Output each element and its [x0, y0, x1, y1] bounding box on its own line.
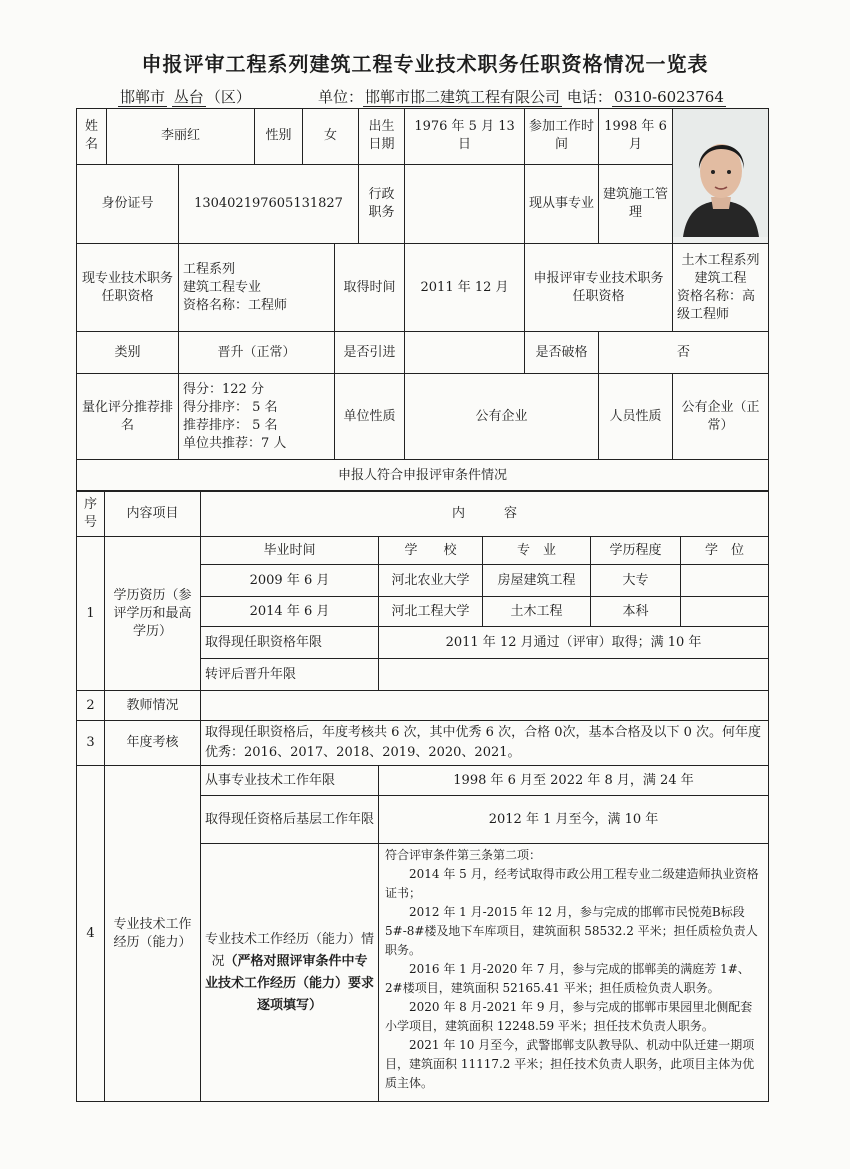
birth-value: 1976 年 5 月 13 日: [405, 109, 525, 165]
work-years-label: 从事专业技术工作年限: [201, 766, 379, 796]
unit-line: [318, 86, 726, 107]
experience-paragraph: 2016 年 1 月-2020 年 7 月，参与完成的邯郸美的满庭芳 1#、2#楼项目，建筑面积 52165.41 平米；担任质检负责人职务。: [385, 962, 750, 995]
edu-cell: 土木工程: [483, 597, 591, 627]
score-line: 推荐排序： 5 名: [183, 417, 278, 433]
exception-label: 是否破格: [525, 332, 599, 374]
experience-paragraph: 2021 年 10 月至今，武警邯郸支队教导队、机动中队迁建一期项目，建筑面积 11117.2 平米；担任技术负责人职务，此项目主体为优质主体。: [385, 1038, 755, 1090]
col-content-header: 内 容: [201, 491, 769, 537]
apply-qual-line: 土木工程系列: [681, 252, 760, 268]
obtain-value: 2011 年 12 月: [405, 244, 525, 332]
admin-value: [405, 164, 525, 243]
edu-header: 毕业时间: [201, 537, 379, 565]
row3-content: 取得现任职资格后，年度考核共 6 次，其中优秀 6 次，合格 0次，基本合格及以下 0 次。何年度优秀：2016、2017、2018、2019、2020、2021。: [201, 721, 769, 766]
unit-nature-label: 单位性质: [335, 374, 405, 460]
unit-name: 邯郸市邯二建筑工程有限公司: [365, 88, 561, 106]
gender-value: 女: [303, 109, 359, 165]
category-label: 类别: [77, 332, 179, 374]
current-qual-line: 资格名称：工程师: [183, 297, 288, 313]
score-line: 得分排序： 5 名: [183, 399, 278, 415]
edu-cell: 大专: [591, 565, 681, 597]
name-value: 李丽红: [107, 109, 255, 165]
personal-info-table: [76, 108, 769, 492]
score-value: [179, 374, 335, 460]
edu-cell: 河北工程大学: [379, 597, 483, 627]
col-no-header: 序号: [77, 491, 105, 537]
unit-nature-value: 公有企业: [405, 374, 599, 460]
score-line: 单位共推荐：7 人: [183, 435, 287, 451]
current-major-value: 建筑施工管理: [599, 164, 673, 243]
city: 邯郸市: [120, 88, 166, 106]
photo-cell: [673, 109, 769, 244]
birth-label: 出生日期: [359, 109, 405, 165]
work-years-value: 1998 年 6 月至 2022 年 8 月，满 24 年: [379, 766, 769, 796]
current-qual-line: 工程系列: [183, 261, 236, 277]
row2-item: 教师情况: [105, 691, 201, 721]
base-years-label: 取得现任资格后基层工作年限: [201, 796, 379, 844]
base-years-value: 2012 年 1 月至今，满 10 年: [379, 796, 769, 844]
row1-no: 1: [77, 537, 105, 691]
id-label: 身份证号: [77, 164, 179, 243]
apply-qual-label: 申报评审专业技术职务任职资格: [525, 244, 673, 332]
phone-label: 电话：: [566, 88, 612, 106]
promo-label: 转评后晋升年限: [201, 659, 379, 691]
row2-no: 2: [77, 691, 105, 721]
work-start-value: 1998 年 6 月: [599, 109, 673, 165]
current-major-label: 现从事专业: [525, 164, 599, 243]
edu-cell: 2014 年 6 月: [201, 597, 379, 627]
experience-paragraph: 2012 年 1 月-2015 年 12 月，参与完成的邯郸市民悦苑B标段 5#-8#楼及地下车库项目，建筑面积 58532.2 平米；担任质检负责人职务。: [385, 905, 758, 957]
exception-value: 否: [599, 332, 769, 374]
conditions-section-title: 申报人符合申报评审条件情况: [77, 460, 769, 492]
district-suffix: （区）: [205, 88, 251, 106]
promo-value: [379, 659, 769, 691]
edu-cell: 房屋建筑工程: [483, 565, 591, 597]
gender-label: 性别: [255, 109, 303, 165]
current-qual-label: 现专业技术职务任职资格: [77, 244, 179, 332]
edu-header: 专 业: [483, 537, 591, 565]
district: 丛台: [173, 88, 204, 106]
unit-label: 单位：: [318, 88, 364, 106]
location-line: [118, 86, 251, 107]
experience-label-instruction: （严格对照评审条件中专业技术工作经历（能力）要求逐项填写）: [205, 953, 375, 1013]
row1-item: 学历资历（参评学历和最高学历）: [105, 537, 201, 691]
introduced-value: [405, 332, 525, 374]
row3-item: 年度考核: [105, 721, 201, 766]
row3-no: 3: [77, 721, 105, 766]
edu-cell: [681, 565, 769, 597]
experience-label: 专业技术工作经历（能力）情况: [205, 931, 375, 969]
edu-header: 学历程度: [591, 537, 681, 565]
row4-no: 4: [77, 766, 105, 1102]
apply-qual-value: [673, 244, 769, 332]
conditions-table: [76, 490, 769, 1102]
current-qual-value: [179, 244, 335, 332]
score-label: 量化评分推荐排名: [77, 374, 179, 460]
edu-header: 学 校: [379, 537, 483, 565]
obtain-label: 取得时间: [335, 244, 405, 332]
staff-nature-label: 人员性质: [599, 374, 673, 460]
admin-label: 行政职务: [359, 164, 405, 243]
edu-cell: 2009 年 6 月: [201, 565, 379, 597]
experience-label-cell: [201, 844, 379, 1102]
introduced-label: 是否引进: [335, 332, 405, 374]
edu-cell: 河北农业大学: [379, 565, 483, 597]
phone-number: 0310-6023764: [613, 88, 724, 106]
col-item-header: 内容项目: [105, 491, 201, 537]
category-value: 晋升（正常）: [179, 332, 335, 374]
id-value: 130402197605131827: [179, 164, 359, 243]
qual-years-label: 取得现任职资格年限: [201, 627, 379, 659]
edu-cell: 本科: [591, 597, 681, 627]
document-title: 申报评审工程系列建筑工程专业技术职务任职资格情况一览表: [141, 52, 709, 76]
current-qual-line: 建筑工程专业: [183, 279, 262, 295]
staff-nature-value: 公有企业（正常）: [673, 374, 769, 460]
qual-years-value: 2011 年 12 月通过（评审）取得；满 10 年: [379, 627, 769, 659]
work-start-label: 参加工作时间: [525, 109, 599, 165]
apply-qual-line: 建筑工程: [694, 270, 747, 286]
row2-content: [201, 691, 769, 721]
apply-qual-line: 资格名称：高级工程师: [677, 288, 756, 322]
row4-item: 专业技术工作经历（能力）: [105, 766, 201, 1102]
edu-header: 学 位: [681, 537, 769, 565]
edu-cell: [681, 597, 769, 627]
experience-paragraph: 2020 年 8 月-2021 年 9 月，参与完成的邯郸市果园里北侧配套小学项目，建筑面积 12248.59 平米；担任技术负责人职务。: [385, 1000, 753, 1033]
score-line: 得分：122 分: [183, 381, 264, 397]
name-label: 姓名: [77, 109, 107, 165]
experience-content: [379, 844, 769, 1102]
experience-paragraph: 2014 年 5 月，经考试取得市政公用工程专业二级建造师执业资格证书；: [385, 867, 759, 900]
portrait-photo: [673, 109, 769, 237]
experience-header: 符合评审条件第三条第二项：: [385, 848, 542, 862]
